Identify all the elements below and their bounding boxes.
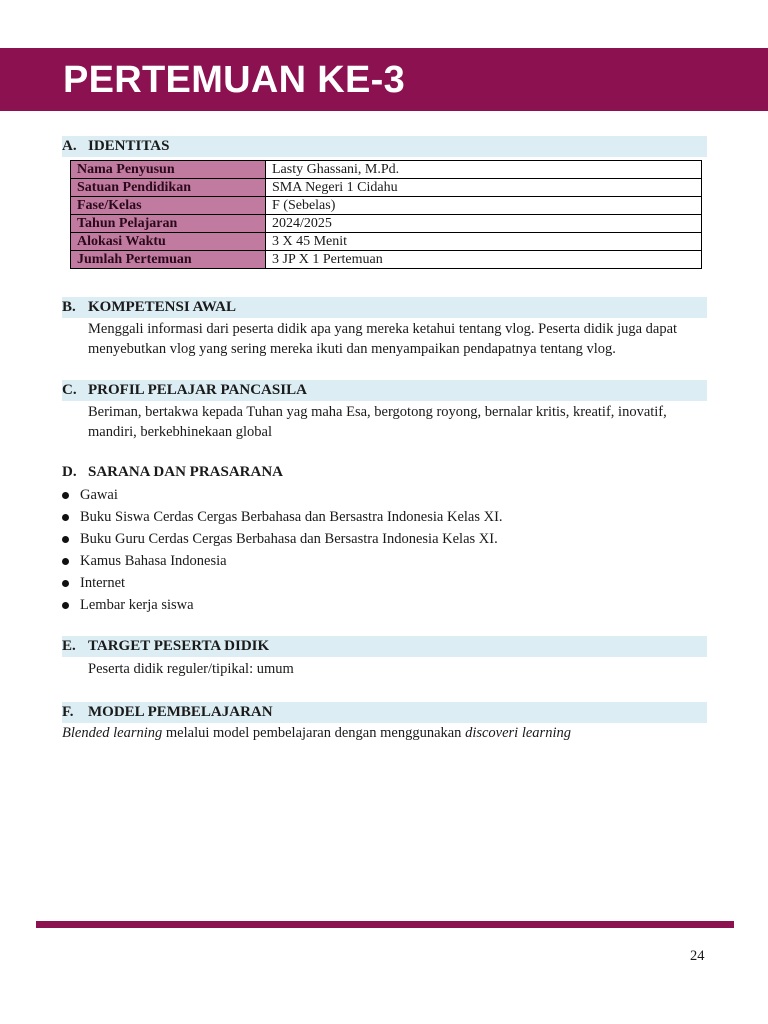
section-title: PROFIL PELAJAR PANCASILA [88,382,307,398]
page-title: PERTEMUAN KE-3 [63,59,406,101]
section-letter: F. [62,704,74,720]
row-label: Tahun Pelajaran [71,215,266,233]
row-value: 3 X 45 Menit [266,233,702,251]
bullet-icon [62,492,69,499]
section-letter: A. [62,138,77,154]
row-value: 2024/2025 [266,215,702,233]
list-item-text: Internet [80,575,126,591]
page-number: 24 [690,948,705,964]
model-text-normal: melalui model pembelajaran dengan menggunakan [162,725,466,741]
table-row [71,251,702,269]
row-label: Nama Penyusun [71,161,266,179]
section-letter: B. [62,299,76,315]
bullet-icon [62,514,69,521]
row-label: Satuan Pendidikan [71,179,266,197]
bullet-icon [62,580,69,587]
model-text-italic: discoveri learning [465,725,571,741]
paragraph-line: mandiri, berkebhinekaan global [88,424,273,440]
paragraph-line: menyebutkan vlog yang sering mereka ikuti dan menyampaikan pendapatnya tentang vlog. [88,341,616,357]
table-row [71,215,702,233]
row-value: Lasty Ghassani, M.Pd. [266,161,702,179]
list-item-text: Kamus Bahasa Indonesia [80,553,227,569]
bullet-icon [62,536,69,543]
section-heading-sarana [62,462,707,483]
row-label: Alokasi Waktu [71,233,266,251]
row-value: F (Sebelas) [266,197,702,215]
bullet-icon [62,602,69,609]
list-item-text: Buku Guru Cerdas Cergas Berbahasa dan Bersastra Indonesia Kelas XI. [80,531,498,547]
target-text [88,659,713,679]
section-heading-profil-pelajar [62,380,707,401]
profil-pelajar-text [88,402,713,442]
list-item-text: Lembar kerja siswa [80,597,194,613]
section-heading-kompetensi-awal [62,297,707,318]
row-label: Jumlah Pertemuan [71,251,266,269]
identity-table [70,160,702,269]
table-row [71,161,702,179]
table-row [71,233,702,251]
section-letter: C. [62,382,77,398]
paragraph-line: Menggali informasi dari peserta didik apa yang mereka ketahui tentang vlog. Peserta didik juga dapat [88,321,678,337]
title-banner [0,48,768,111]
row-value: 3 JP X 1 Pertemuan [266,251,702,269]
section-heading-target [62,636,707,657]
section-title: TARGET PESERTA DIDIK [88,638,270,654]
section-title: MODEL PEMBELAJARAN [88,704,273,720]
list-item-text: Buku Siswa Cerdas Cergas Berbahasa dan Bersastra Indonesia Kelas XI. [80,509,503,525]
section-letter: D. [62,464,77,480]
table-row [71,197,702,215]
row-value: SMA Negeri 1 Cidahu [266,179,702,197]
footer-divider [36,921,734,928]
section-letter: E. [62,638,76,654]
kompetensi-awal-text [88,319,713,359]
section-heading-model [62,702,707,723]
section-title: KOMPETENSI AWAL [88,299,236,315]
model-text-italic: Blended learning [62,725,163,741]
paragraph-line: Beriman, bertakwa kepada Tuhan yag maha Esa, bergotong royong, bernalar kritis, kreatif, inovatif, [88,404,667,420]
table-row [71,179,702,197]
section-heading-identitas [62,136,707,157]
bullet-icon [62,558,69,565]
paragraph-line: Peserta didik reguler/tipikal: umum [88,661,294,677]
section-title: SARANA DAN PRASARANA [88,464,284,480]
list-item-text: Gawai [80,487,118,503]
row-label: Fase/Kelas [71,197,266,215]
section-title: IDENTITAS [88,138,170,154]
model-text [62,723,571,743]
